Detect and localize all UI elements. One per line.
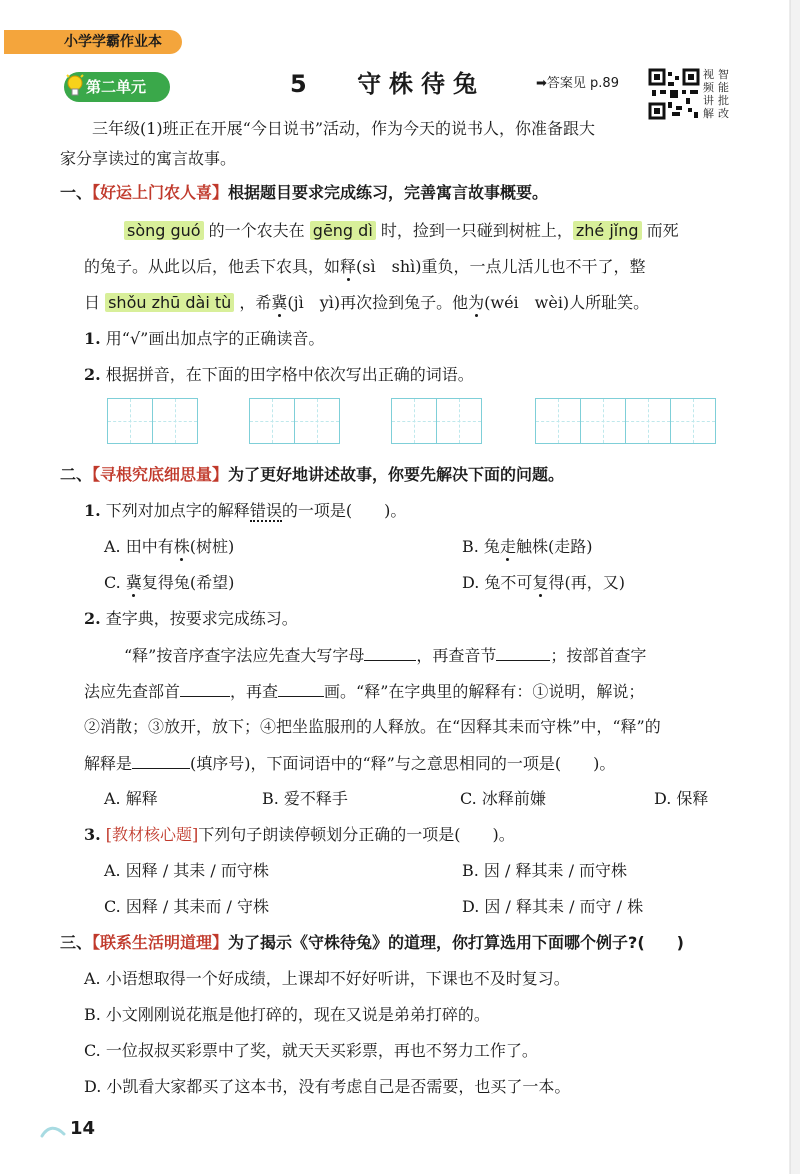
intro-line: 三年级(1)班正在开展“今日说书”活动，作为今天的说书人，你准备跟大 (92, 119, 596, 138)
option-text: 触株(走路) (515, 537, 593, 556)
question-number: 2. (84, 365, 101, 384)
question-text: ；按部首查字 (550, 646, 647, 665)
tianzige-cell[interactable] (436, 398, 482, 444)
question-number: 1. (84, 329, 101, 348)
tianzige-group (250, 398, 340, 446)
section-title: 为了更好地讲述故事，你要先解决下面的问题。 (228, 465, 565, 484)
pinyin-highlight: gēng dì (310, 221, 376, 240)
story-text: (wéi wèi)人所耻笑。 (484, 293, 650, 312)
question-text: 解释是 (84, 754, 133, 773)
tianzige-cell[interactable] (249, 398, 295, 444)
lesson-number: 5 (290, 70, 315, 98)
question (84, 606, 298, 632)
story-text: (sì shì)重负，一点儿活儿也不干了，整 (356, 257, 646, 276)
answer-ref-text: 答案见 p.89 (546, 76, 619, 91)
option[interactable] (104, 534, 234, 560)
option[interactable]: D. 小凯看大家都买了这本书，没有考虑自己是否需要，也买了一本。 (84, 1077, 571, 1096)
dotted-char: 释 (340, 257, 357, 276)
dotted-char: 株 (173, 537, 190, 556)
series-banner: 小学学霸作业本 (4, 30, 182, 54)
section-number: 一、 (60, 183, 93, 202)
option[interactable] (462, 570, 625, 596)
dotted-char: 冀 (125, 573, 142, 592)
section-number: 二、 (60, 465, 93, 484)
tianzige-cell[interactable] (294, 398, 340, 444)
pinyin-highlight: shǒu zhū dài tù (105, 293, 234, 312)
section-tag: 【好运上门农人喜】 (92, 183, 229, 202)
tianzige-group (108, 398, 198, 446)
tianzige-cell[interactable] (580, 398, 626, 444)
option[interactable]: A. 小语想取得一个好成绩，上课却不好好听讲，下课也不及时复习。 (84, 969, 570, 988)
tianzige-cell[interactable] (152, 398, 198, 444)
story-line (124, 218, 679, 244)
answer-blank[interactable] (496, 642, 550, 661)
page-edge-decoration (786, 0, 800, 1174)
option[interactable]: D. 保释 (654, 789, 709, 808)
section-title: 为了揭示《守株待兔》的道理，你打算选用下面哪个例子?( ) (228, 933, 684, 952)
answer-blank[interactable] (180, 678, 230, 697)
story-line (84, 254, 645, 280)
intro-line: 家分享读过的寓言故事。 (60, 149, 237, 168)
section-heading (60, 180, 548, 206)
tianzige-group (392, 398, 482, 446)
question-tag: [教材核心题] (105, 825, 199, 844)
option[interactable] (104, 570, 234, 596)
section-title: 根据题目要求完成练习，完善寓言故事概要。 (228, 183, 549, 202)
option[interactable]: B. 小文刚刚说花瓶是他打碎的，现在又说是弟弟打碎的。 (84, 1005, 490, 1024)
story-text: 而死 (641, 221, 679, 240)
question-number: 1. (84, 501, 101, 520)
question-text: 下列对加点字的解释 (105, 501, 250, 520)
dotted-char: 为 (468, 293, 485, 312)
option[interactable]: B. 爱不释手 (262, 789, 348, 808)
pinyin-highlight: zhé jǐng (573, 221, 642, 240)
section-number: 三、 (60, 933, 93, 952)
question-text: 下列句子朗读停顿划分正确的一项是( )。 (198, 825, 515, 844)
unit-badge: 第二单元 (64, 72, 170, 102)
tianzige-cell[interactable] (391, 398, 437, 444)
lightbulb-icon (62, 72, 88, 102)
story-text: 的兔子。从此以后，他丢下农具，如 (84, 257, 341, 276)
option[interactable] (462, 534, 592, 560)
question-number: 2. (84, 609, 101, 628)
question-text: 画。“释”在字典里的解释有：①说明，解说； (324, 682, 645, 701)
question-text: ，再查 (230, 682, 279, 701)
question-body (124, 642, 646, 669)
option[interactable]: A. 因释 / 其耒 / 而守株 (104, 861, 269, 880)
question-body (84, 678, 644, 705)
question-text: “释”按音序查字法应先查大写字母 (124, 646, 365, 665)
option-text: (树桩) (189, 537, 235, 556)
question-body (84, 750, 615, 777)
question-text: 根据拼音，在下面的田字格中依次写出正确的词语。 (105, 365, 474, 384)
option-text: D. 兔不可 (462, 573, 533, 592)
dotted-char: 走 (499, 537, 516, 556)
story-line (84, 290, 649, 316)
option[interactable]: D. 因 / 释其耒 / 而守 / 株 (462, 897, 644, 916)
answer-blank[interactable] (132, 750, 190, 769)
option[interactable]: C. 一位叔叔买彩票中了奖，就天天买彩票，再也不努力工作了。 (84, 1041, 538, 1060)
qr-caption-line: 智能批改 (718, 68, 729, 120)
question-text: 的一项是( )。 (281, 501, 407, 520)
question (84, 822, 515, 848)
page-title (290, 66, 530, 102)
arrow-right-icon: ➡ (536, 76, 547, 91)
wave-icon (40, 1124, 66, 1140)
question (84, 498, 406, 524)
section-heading (60, 462, 564, 488)
story-text: (jì yì)再次捡到兔子。他 (287, 293, 469, 312)
section-heading (60, 930, 684, 956)
story-text: ，希 (234, 293, 272, 312)
qr-caption-line: 视频讲解 (703, 68, 714, 120)
answer-blank[interactable] (364, 642, 416, 661)
qr-caption (703, 68, 733, 120)
answer-blank[interactable] (278, 678, 324, 697)
option-text: A. 田中有 (104, 537, 174, 556)
option-text: 复得兔(希望) (141, 573, 235, 592)
section-tag: 【联系生活明道理】 (92, 933, 229, 952)
tianzige-cell[interactable] (535, 398, 581, 444)
question-number: 3. (84, 825, 101, 844)
option[interactable]: A. 解释 (104, 789, 158, 808)
section-tag: 【寻根究底细思量】 (92, 465, 229, 484)
pinyin-highlight: sòng guó (124, 221, 204, 240)
page-number: 14 (70, 1118, 96, 1139)
question-text: 查字典，按要求完成练习。 (105, 609, 298, 628)
tianzige-group (536, 398, 716, 446)
option[interactable]: C. 因释 / 其耒而 / 守株 (104, 897, 269, 916)
qr-code-icon[interactable] (648, 68, 700, 120)
lesson-title-text: 守株待兔 (357, 70, 486, 98)
story-text: 时，捡到一只碰到树桩上， (375, 221, 573, 240)
option[interactable]: C. 冰释前嫌 (460, 789, 546, 808)
question-text: ，再查音节 (416, 646, 497, 665)
tianzige-cell[interactable] (107, 398, 153, 444)
question (84, 362, 474, 388)
story-text: 的一个农夫在 (203, 221, 310, 240)
question (84, 326, 324, 352)
option-text: 得(再，又) (548, 573, 625, 592)
option[interactable]: B. 因 / 释其耒 / 而守株 (462, 861, 628, 880)
story-text: 日 (84, 293, 106, 312)
answer-reference (536, 74, 619, 94)
dotted-char: 错误 (249, 501, 282, 520)
tianzige-cell[interactable] (625, 398, 671, 444)
tianzige-cell[interactable] (670, 398, 716, 444)
question-text: (填序号)，下面词语中的“释”与之意思相同的一项是( )。 (190, 754, 616, 773)
dotted-char: 冀 (271, 293, 288, 312)
question-text: 法应先查部首 (84, 682, 181, 701)
question-text: 用“√”画出加点字的正确读音。 (105, 329, 325, 348)
dotted-char: 复 (532, 573, 549, 592)
question-body: ②消散；③放开，放下；④把坐监服刑的人释放。在“因释其耒而守株”中，“释”的 (84, 717, 661, 736)
option-text: B. 兔 (462, 537, 500, 556)
option-text: C. (104, 573, 126, 592)
